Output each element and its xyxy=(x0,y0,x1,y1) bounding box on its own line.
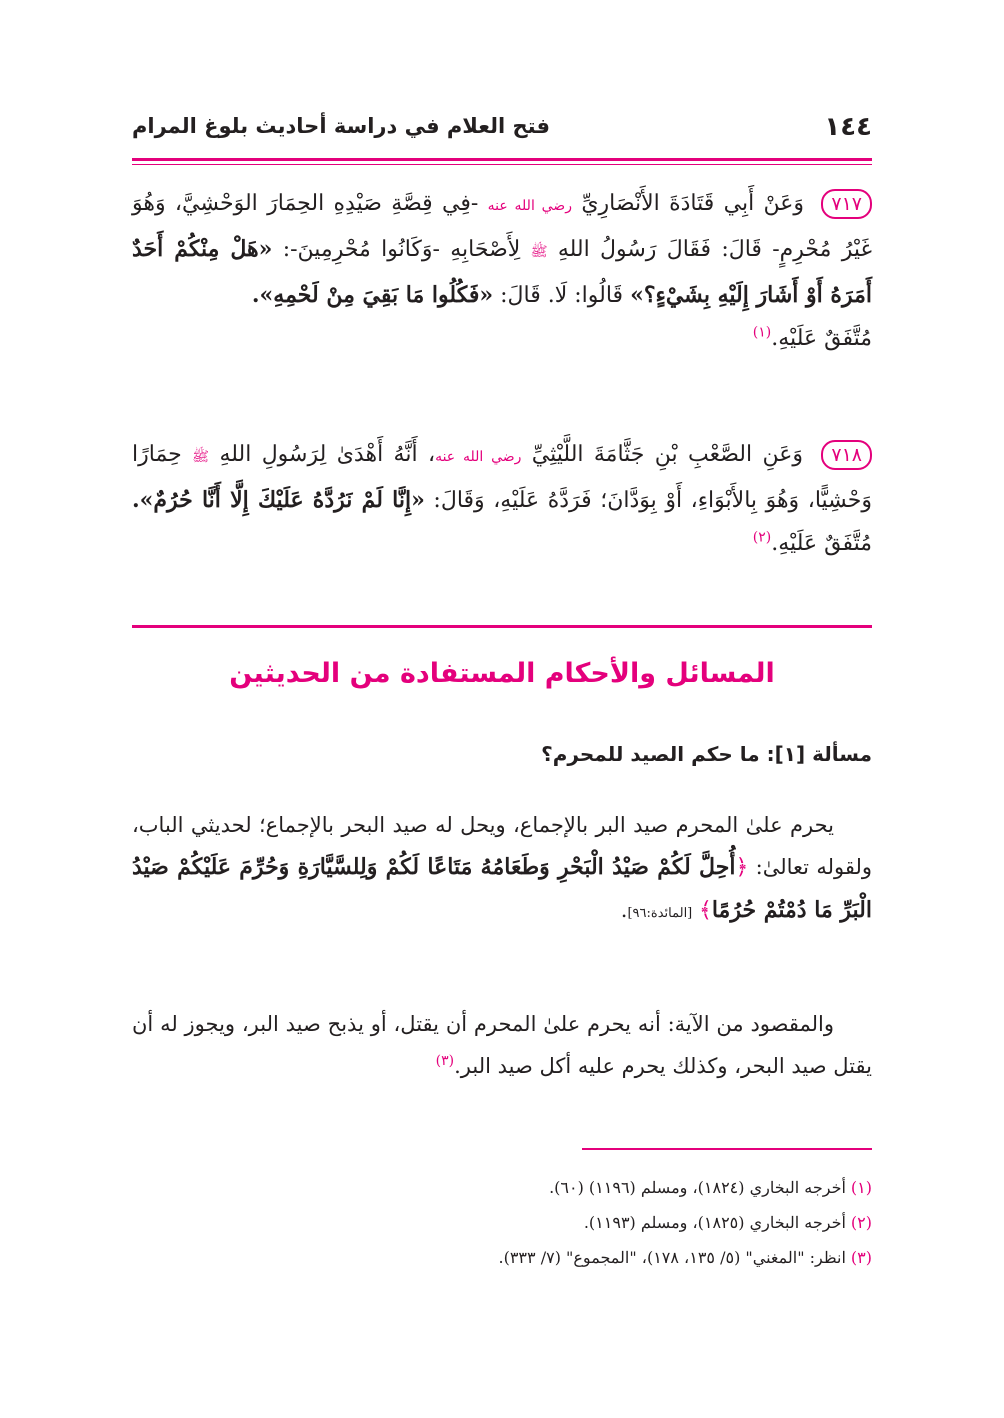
hadith-text: ، أَنَّهُ أَهْدَىٰ لِرَسُولِ اللهِ xyxy=(219,442,436,467)
hadith-text: وَعَنْ أَبِي قَتَادَةَ الأَنْصَارِيِّ xyxy=(581,191,805,216)
hadith-grading: مُتَّفَقٌ عَلَيْهِ. xyxy=(771,531,872,556)
paragraph-text: والمقصود من الآية: أنه يحرم علىٰ المحرم أن يقتل، أو يذبح صيد البر، ويجوز له أن يقتل صيد البحر، وكذلك يحرم عليه أكل صيد البر. xyxy=(132,1012,872,1078)
hadith-text: حِمَارًا وَحْشِيًّا، وَهُوَ بِالأَبْوَاءِ، أَوْ بِوَدَّانَ؛ فَرَدَّهُ عَلَيْهِ، وَقَالَ: xyxy=(132,442,873,513)
question-text: ما حكم الصيد للمحرم؟ xyxy=(541,742,760,766)
hadith-text: -فِي قِصَّةِ صَيْدِهِ الحِمَارَ الوَحْشِيَّ، وَهُوَ غَيْرُ مُحْرِمٍ- قَالَ: فَقَالَ رَسُولُ اللهِ xyxy=(132,191,872,262)
footnote xyxy=(132,1205,872,1240)
book-title: فتح العلام في دراسة أحاديث بلوغ المرام xyxy=(132,114,550,138)
hadith-number-badge: ٧١٨ xyxy=(821,440,872,470)
footnote-ref[interactable]: (٣) xyxy=(435,1053,455,1069)
footnote-number: (١) xyxy=(850,1178,872,1197)
footnote xyxy=(132,1240,872,1275)
header-rule xyxy=(132,158,872,161)
hadith-text: لِأَصْحَابِهِ -وَكَانُوا مُحْرِمِينَ-: xyxy=(282,237,521,262)
footnote-rule xyxy=(582,1148,872,1150)
explanation-paragraph xyxy=(132,1003,872,1087)
prophetic-quote: «هَلْ مِنْكُمْ أَحَدٌ أَمَرَهُ أَوْ أَشَارَ إِلَيْهِ بِشَيْءٍ؟» xyxy=(132,236,872,308)
verse-close-bracket: ﴾ xyxy=(698,898,712,923)
verse-text: أُحِلَّ لَكُمْ صَيْدُ الْبَحْرِ وَطَعَامُهُ مَتَاعًا لَكُمْ وَلِلسَّيَّارَةِ وَحُرِّمَ عَلَيْكُمْ صَيْدُ الْبَرِّ مَا دُمْتُمْ حُرُمًا xyxy=(132,854,872,923)
footnotes xyxy=(132,1170,872,1275)
footnote-text: أخرجه البخاري (١٨٢٥)، ومسلم (١١٩٣). xyxy=(583,1213,846,1232)
paragraph-end: . xyxy=(620,898,628,922)
section-heading: المسائل والأحكام المستفادة من الحديثين xyxy=(229,658,775,689)
question-heading xyxy=(132,742,872,766)
hadith-text: قَالُوا: لَا. قَالَ: xyxy=(500,283,624,308)
section-divider xyxy=(132,625,872,628)
verse-open-bracket: ﴿ xyxy=(735,855,749,880)
hadith-718 xyxy=(132,433,872,565)
hadith-grading: مُتَّفَقٌ عَلَيْهِ. xyxy=(771,326,872,351)
page-number: ١٤٤ xyxy=(824,112,872,142)
footnote-number: (٣) xyxy=(850,1248,872,1267)
hadith-text: وَعَنِ الصَّعْبِ بْنِ جَثَّامَةَ اللَّيْثِيِّ xyxy=(531,442,803,467)
footnote-number: (٢) xyxy=(850,1213,872,1232)
verse-reference: [المائدة:٩٦] xyxy=(627,906,693,921)
running-header xyxy=(132,112,872,156)
footnote-text: انظر: "المغني" (٥/ ١٣٥، ١٧٨)، "المجموع" (٧/ ٣٣٣). xyxy=(498,1248,846,1267)
footnote-ref[interactable]: (٢) xyxy=(752,529,772,546)
prophetic-quote: «فَكُلُوا مَا بَقِيَ مِنْ لَحْمِهِ». xyxy=(251,282,494,308)
hadith-717 xyxy=(132,182,872,360)
honorific-mark: ﷺ xyxy=(192,449,210,465)
ruling-paragraph xyxy=(132,804,872,935)
prophetic-quote: «إِنَّا لَمْ نَرُدَّهُ عَلَيْكَ إِلَّا أَنَّا حُرُمٌ». xyxy=(132,487,425,513)
footnote-ref[interactable]: (١) xyxy=(752,324,772,341)
paragraph-text: يحرم علىٰ المحرم صيد البر بالإجماع، ويحل له صيد البحر بالإجماع؛ لحديثي الباب، ولقوله تعالىٰ: xyxy=(132,813,872,879)
honorific-mark: رضي الله عنه xyxy=(435,449,522,465)
question-label: مسألة [١]: xyxy=(766,742,872,766)
honorific-mark: رضي الله عنه xyxy=(487,198,572,214)
hadith-number-badge: ٧١٧ xyxy=(821,189,872,219)
footnote xyxy=(132,1170,872,1205)
footnote-text: أخرجه البخاري (١٨٢٤)، ومسلم (١١٩٦) (٦٠). xyxy=(549,1178,846,1197)
honorific-mark: ﷺ xyxy=(530,244,548,260)
header-rule-thin xyxy=(132,164,872,165)
